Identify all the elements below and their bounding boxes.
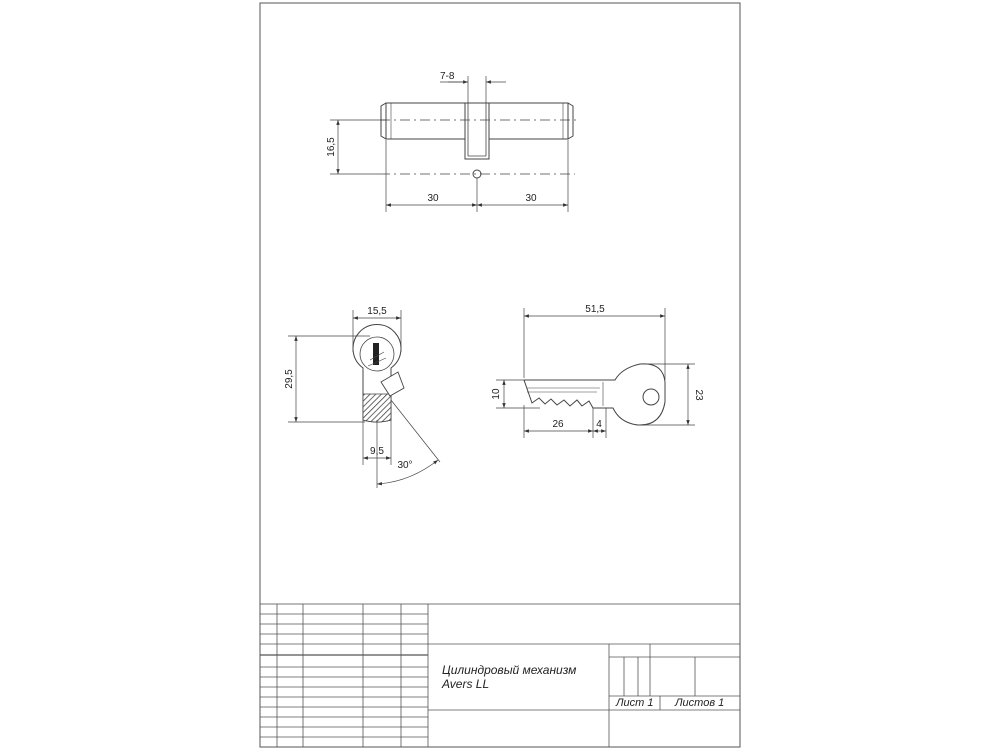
drawing-frame	[260, 3, 740, 747]
dim-profile-width: 15,5	[367, 306, 387, 317]
sheet-number: Лист 1	[616, 697, 654, 709]
dim-key-bow-height: 23	[693, 389, 704, 401]
dim-left-length: 30	[427, 193, 439, 204]
dim-key-blade-length: 26	[552, 419, 564, 430]
dim-height: 16,5	[326, 137, 337, 157]
dim-profile-height: 29,5	[284, 369, 295, 389]
front-view-dimensions	[330, 76, 568, 212]
dim-key-shoulder: 4	[596, 419, 602, 430]
key-view	[524, 364, 665, 425]
cylinder-front-view	[380, 103, 580, 178]
dim-cam-offset: 9,5	[370, 446, 384, 457]
dim-key-blade-height: 10	[491, 388, 502, 400]
dim-right-length: 30	[525, 193, 537, 204]
drawing-title-line2: Avers LL	[442, 677, 490, 691]
drawing-title-line1: Цилиндровый механизм	[442, 663, 577, 677]
sheet-count: Листов 1	[675, 697, 725, 709]
dim-key-length: 51,5	[585, 304, 605, 315]
dim-angle: 30°	[397, 460, 413, 471]
cylinder-end-view	[353, 325, 404, 422]
dim-cam-width: 7-8	[440, 71, 455, 82]
